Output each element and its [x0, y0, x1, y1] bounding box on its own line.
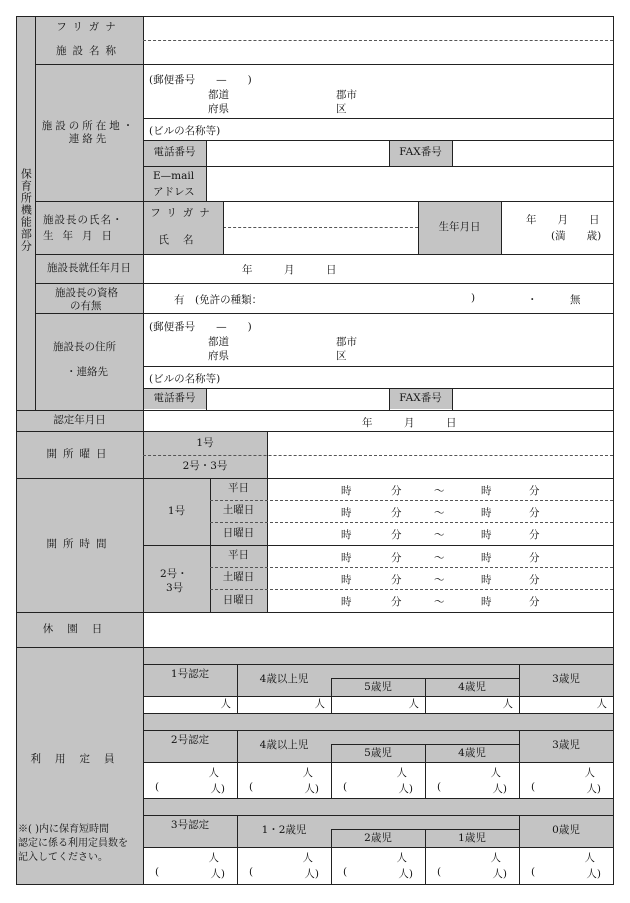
- holiday-input[interactable]: [144, 613, 612, 646]
- director-todo: 都道: [208, 336, 229, 348]
- director-birth-label: 生年月日: [438, 220, 481, 233]
- cap2-value-cell[interactable]: 人 ( 人): [343, 767, 413, 795]
- facility-address-label: 施設の所在地・連絡先: [41, 119, 137, 145]
- cap1-value[interactable]: 人: [314, 698, 325, 711]
- cap1-value[interactable]: 人: [596, 698, 607, 711]
- hours-day-label: 日曜日: [222, 593, 255, 606]
- facility-postal: (郵便番号 — ): [149, 74, 252, 86]
- holiday-label: 休園日: [42, 622, 117, 635]
- cap3-age0: 0歳児: [552, 824, 580, 837]
- director-age-value: (満 歳): [551, 230, 602, 242]
- cap3-value-cell[interactable]: 人 ( 人): [437, 852, 507, 880]
- cert-2-label: 2号認定: [170, 734, 210, 747]
- director-gunshi: 郡市: [336, 336, 357, 348]
- facility-email-label-2: アドレス: [153, 186, 195, 198]
- hours-row[interactable]: 時 分 〜 時 分: [341, 552, 540, 564]
- director-birth-value: 年 月 日: [526, 214, 600, 226]
- facility-building: (ビルの名称等): [149, 125, 221, 137]
- hours-day-label: 土曜日: [222, 571, 255, 584]
- hours-row[interactable]: 時 分 〜 時 分: [341, 485, 540, 497]
- furigana-label: フリガナ: [56, 21, 122, 34]
- director-postal: (郵便番号 — ): [149, 321, 252, 333]
- director-qual-label-1: 施設長の資格: [55, 287, 118, 299]
- cap1-age4: 4歳児: [458, 680, 486, 693]
- director-shimei-label: 氏名: [158, 234, 208, 247]
- cap2-over4: 4歳以上児: [259, 739, 309, 752]
- cap2-age4: 4歳児: [458, 746, 486, 759]
- capacity-note-line: 記入してください。: [18, 852, 108, 863]
- facility-phone-label: 電話番号: [153, 146, 196, 159]
- director-qual-label-2: の有無: [70, 300, 102, 312]
- facility-fuken: 府県: [208, 103, 229, 115]
- facility-fax-label: FAX番号: [399, 146, 442, 159]
- hours-day-label: 平日: [228, 482, 249, 495]
- hours-day-label: 平日: [228, 549, 249, 562]
- facility-email-input[interactable]: [207, 167, 612, 200]
- facility-todo: 都道: [208, 89, 229, 101]
- capacity-label: 利用定員: [30, 753, 129, 766]
- open-hours-g23-1: 2号・: [160, 568, 188, 580]
- hours-day-label: 日曜日: [222, 526, 255, 539]
- director-name-label-1: 施設長の氏名・: [43, 214, 124, 226]
- cap3-value-cell[interactable]: 人 ( 人): [155, 852, 225, 880]
- capacity-note-line: 認定に係る利用定員数を: [18, 838, 128, 849]
- cap1-age3: 3歳児: [552, 673, 580, 686]
- hours-row[interactable]: 時 分 〜 時 分: [341, 574, 540, 586]
- facility-furigana-input[interactable]: [144, 17, 612, 39]
- facility-gunshi: 郡市: [336, 89, 357, 101]
- cap2-value-cell[interactable]: 人 ( 人): [437, 767, 507, 795]
- open-days-g1: 1号: [196, 436, 214, 449]
- cert-3-label: 3号認定: [170, 819, 210, 832]
- cap2-value-cell[interactable]: 人 ( 人): [531, 767, 601, 795]
- director-building: (ビルの名称等): [149, 373, 221, 385]
- director-qual-close: ): [471, 292, 476, 304]
- cap2-age3: 3歳児: [552, 739, 580, 752]
- director-appointed-label: 施設長就任年月日: [47, 261, 131, 274]
- facility-name-input[interactable]: [144, 41, 612, 63]
- cap3-age12: 1・2歳児: [261, 824, 307, 837]
- cap3-value-cell[interactable]: 人 ( 人): [343, 852, 413, 880]
- open-days-g23: 2号・3号: [182, 460, 228, 473]
- facility-fax-input[interactable]: [453, 141, 612, 165]
- side-label: 保育所機能部分: [19, 168, 33, 252]
- capacity-note-line: ※( )内に保育短時間: [18, 824, 109, 835]
- director-appointed-value: 年 月 日: [242, 264, 337, 276]
- director-qual-yes[interactable]: 有 (免許の種類：: [174, 294, 263, 306]
- open-days-label: 開所曜日: [46, 447, 113, 460]
- cap1-age5: 5歳児: [364, 680, 392, 693]
- cap3-value-cell[interactable]: 人 ( 人): [531, 852, 601, 880]
- director-qual-no[interactable]: 無: [570, 294, 581, 306]
- hours-day-label: 土曜日: [222, 504, 255, 517]
- cert-1-label: 1号認定: [170, 668, 210, 681]
- cap3-age1: 1歳児: [458, 831, 486, 844]
- cap3-value-cell[interactable]: 人 ( 人): [249, 852, 319, 880]
- director-phone-label: 電話番号: [153, 392, 196, 405]
- hours-row[interactable]: 時 分 〜 時 分: [341, 529, 540, 541]
- cap2-age5: 5歳児: [364, 746, 392, 759]
- cap2-value-cell[interactable]: 人 ( 人): [249, 767, 319, 795]
- facility-name-label: 施設名称: [56, 45, 122, 58]
- hours-row[interactable]: 時 分 〜 時 分: [341, 596, 540, 608]
- open-hours-g23-2: 3号: [166, 582, 184, 594]
- open-hours-label: 開所時間: [46, 538, 113, 551]
- facility-email-label-1: E—mail: [153, 170, 195, 182]
- certified-label: 認定年月日: [53, 413, 106, 426]
- cap3-age2: 2歳児: [364, 831, 392, 844]
- director-ku: 区: [336, 350, 347, 362]
- director-qual-dot: ・: [527, 294, 538, 306]
- director-fax-label: FAX番号: [399, 392, 442, 405]
- director-name-label-2: 生年月日: [43, 230, 121, 242]
- open-hours-g1: 1号: [167, 504, 186, 517]
- cap1-value[interactable]: 人: [220, 698, 231, 711]
- director-fuken: 府県: [208, 350, 229, 362]
- certified-value: 年 月 日: [362, 417, 457, 429]
- director-address-label-1: 施設長の住所: [53, 341, 116, 353]
- director-furigana-label: フリガナ: [150, 207, 216, 220]
- cap1-value[interactable]: 人: [502, 698, 513, 711]
- cap1-value[interactable]: 人: [408, 698, 419, 711]
- cap2-value-cell[interactable]: 人 ( 人): [155, 767, 225, 795]
- facility-phone-input[interactable]: [207, 141, 388, 165]
- facility-ku: 区: [336, 103, 347, 115]
- director-address-label-2: ・連絡先: [66, 366, 108, 378]
- cap1-over4: 4歳以上児: [259, 673, 309, 686]
- hours-row[interactable]: 時 分 〜 時 分: [341, 507, 540, 519]
